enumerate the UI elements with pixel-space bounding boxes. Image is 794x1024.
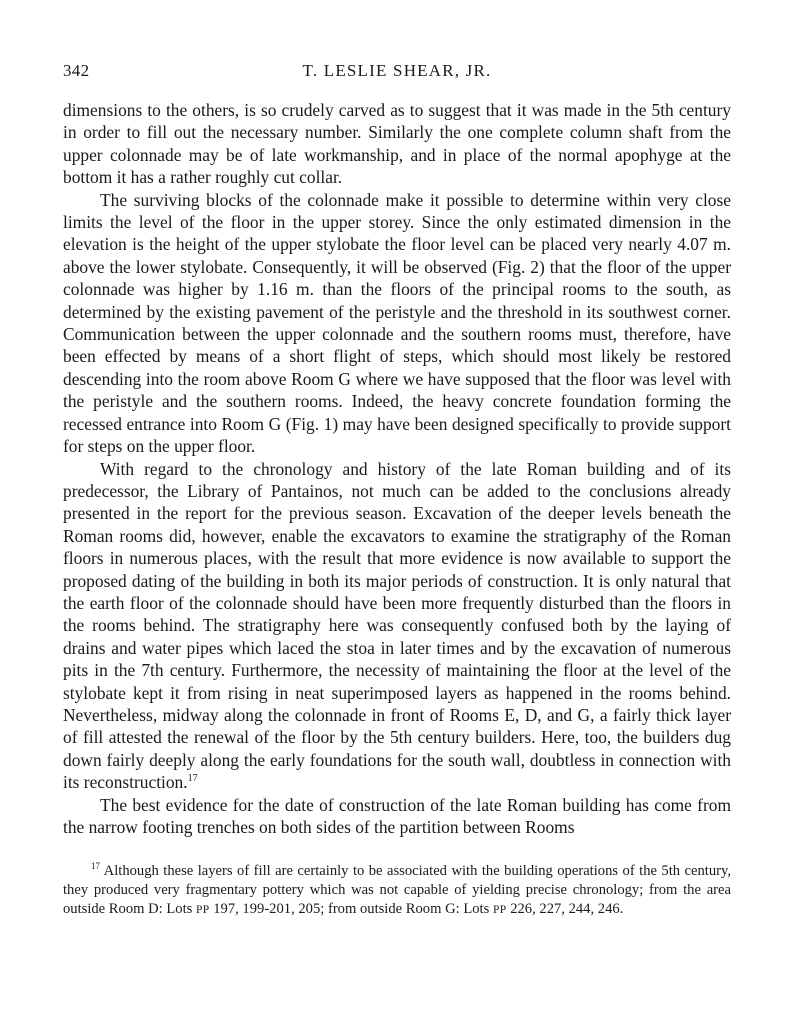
footnote-lot-label-b: PP <box>492 904 507 917</box>
paragraph-1: dimensions to the others, is so crudely carved as to suggest that it was made in the 5th century in order to fill out the necessary number. Similarly the one complete column shaft from the upper colonnade may be of late workmanship, and in place of the normal apophyge at the bottom it has a rather roughly cut collar. <box>63 100 731 188</box>
body-text <box>63 99 731 838</box>
paragraph-3-text: With regard to the chronology and history of the late Roman building and of its predecessor, the Library of Pantainos, not much can be added to the conclusions already presented in the report for the previous season. Excavation of the deeper levels beneath the Roman rooms did, however, enable the excavators to examine the stratigraphy of the Roman floors in numerous places, with the result that more evidence is now available to support the proposed dating of the building in both its major periods of construction. It is only natural that the earth floor of the colonnade should have been more frequently disturbed than the floors in the rooms behind. The stratigraphy here was consequently confused both by the laying of drains and water pipes which laced the stoa in later times and by the excavation of numerous pits in the 7th century. Furthermore, the necessity of maintaining the floor at the level of the stylobate kept it from rising in neat superimposed layers as happened in the rooms behind. Nevertheless, midway along the colonnade in front of Rooms E, D, and G, a fairly thick layer of fill attested the renewal of the floor by the 5th century builders. Here, too, the builders dug down fairly deeply along the early foundations for the south wall, doubtless in connection with its reconstruction. <box>63 458 731 793</box>
paragraph-2: The surviving blocks of the colonnade make it possible to determine within very close limits the level of the floor in the upper storey. Since the only estimated dimension in the elevation is the height of the upper stylobate the floor level can be placed very nearly 4.07 m. above the lower stylobate. Consequently, it will be observed (Fig. 2) that the floor of the upper colonnade was higher by 1.16 m. than the floors of the principal rooms to the south, as determined by the existing pavement of the peristyle and the threshold in its southwest corner. Communication between the upper colonnade and the southern rooms must, therefore, have been effected by means of a short flight of steps, which should most likely be restored descending into the room above Room G where we have supposed that the floor was level with the peristyle and the southern rooms. Indeed, the heavy concrete foundation forming the recessed entrance into Room G (Fig. 1) may have been designed specifically to provide support for steps on the upper floor. <box>63 189 731 457</box>
page-number: 342 <box>63 61 90 80</box>
footnote-text-c: 226, 227, 244, 246. <box>510 901 624 918</box>
running-head <box>63 55 731 81</box>
running-title: T. LESLIE SHEAR, JR. <box>302 61 492 80</box>
footnote-text-a: Although these layers of fill are certainly to be associated with the building operations of the 5th century, they produced very fragmentary pottery which was not capable of yielding precise chronology; from the area outside Room D: Lots <box>63 863 732 918</box>
footnote-text-b: 197, 199-201, 205; from outside Room G: Lots <box>213 901 490 918</box>
footnote-lot-label-a: PP <box>195 904 210 917</box>
paragraph-4: The best evidence for the date of construction of the late Roman building has come from the narrow footing trenches on both sides of the partition between Rooms <box>63 794 731 837</box>
footnote <box>63 862 731 920</box>
paragraph-3 <box>63 458 731 794</box>
page <box>63 55 731 920</box>
footnote-mark: 17 <box>91 861 100 872</box>
footnote-reference[interactable]: 17 <box>187 773 198 785</box>
